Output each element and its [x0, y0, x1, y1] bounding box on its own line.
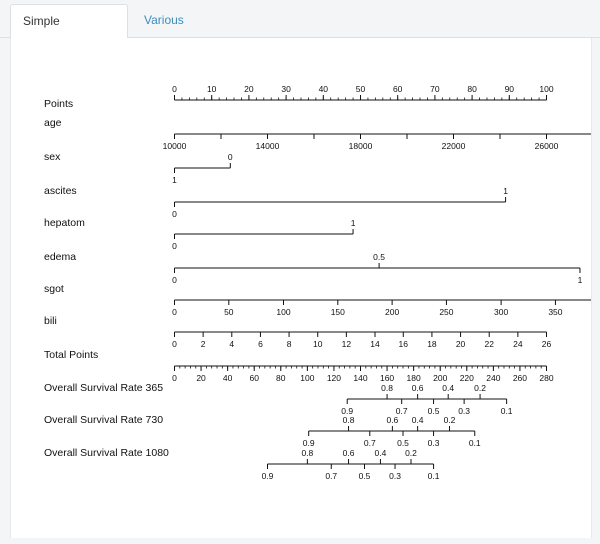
tick-label: 22000: [441, 141, 466, 151]
tick-label: 0.1: [427, 471, 440, 481]
row-label: hepatom: [44, 217, 85, 229]
tick-label: 350: [548, 307, 563, 317]
tick-label: 50: [355, 84, 366, 94]
tick-label: 0.2: [443, 415, 456, 425]
nomogram-row-9: [44, 382, 513, 416]
tick-label: 0: [172, 275, 177, 285]
row-label: age: [44, 117, 62, 129]
tick-label: 180: [406, 373, 421, 383]
tick-label: 200: [385, 307, 400, 317]
tick-label: 220: [459, 373, 474, 383]
tick-label: 40: [222, 373, 233, 383]
row-label: ascites: [44, 185, 77, 197]
tick-label: 0.7: [325, 471, 338, 481]
tick-label: 0.2: [474, 383, 486, 393]
tick-label: 100: [276, 307, 291, 317]
tick-label: 0.8: [381, 383, 393, 393]
row-label: Points: [44, 98, 74, 110]
tick-label: 160: [379, 373, 395, 383]
tick-label: 14000: [255, 141, 280, 151]
tick-label: 1: [577, 275, 583, 285]
nomogram-row-3: [44, 185, 508, 219]
tick-label: 0.3: [427, 438, 440, 448]
tick-label: 24: [513, 339, 523, 349]
nomogram-row-6: [44, 283, 591, 317]
tab-various-nomogram[interactable]: Various: [144, 13, 184, 27]
tick-label: 2: [200, 339, 206, 349]
tick-label: 8: [286, 339, 292, 349]
tick-label: 0.5: [397, 438, 409, 448]
tick-label: 100: [539, 84, 554, 94]
tick-label: 240: [486, 373, 501, 383]
tick-label: 0.9: [341, 406, 354, 416]
tick-label: 0.7: [363, 438, 376, 448]
row-label: Overall Survival Rate 1080: [44, 447, 169, 459]
tick-label: 0.9: [302, 438, 315, 448]
nomogram-row-11: [44, 447, 440, 481]
tab-bar: [0, 0, 600, 38]
row-label: bili: [44, 315, 57, 327]
tick-label: 70: [430, 84, 440, 94]
tick-label: 0: [172, 241, 177, 251]
tick-label: 0: [172, 307, 177, 317]
row-label: Total Points: [44, 349, 99, 361]
tick-label: 4: [229, 339, 235, 349]
tick-label: 0.1: [500, 406, 513, 416]
tick-label: 1: [172, 175, 177, 185]
tick-label: 12: [341, 339, 352, 349]
tick-label: 0: [172, 373, 177, 383]
nomogram-row-5: [44, 251, 583, 285]
tick-label: 20: [455, 339, 466, 349]
tick-label: 14: [370, 339, 380, 349]
tick-label: 26: [541, 339, 552, 349]
tick-label: 0.5: [358, 471, 371, 481]
tick-label: 10: [312, 339, 323, 349]
tab-simple-nomogram[interactable]: Simple: [10, 4, 128, 39]
tick-label: 20: [196, 373, 206, 383]
tick-label: 0.5: [427, 406, 440, 416]
nomogram-chart: [11, 38, 591, 538]
tick-label: 0.5: [373, 252, 386, 262]
tick-label: 16: [398, 339, 409, 349]
tick-label: 300: [494, 307, 509, 317]
tick-label: 0.6: [411, 383, 424, 393]
tick-label: 80: [276, 373, 286, 383]
tick-label: 22: [484, 339, 494, 349]
tick-label: 26000: [534, 141, 559, 151]
tick-label: 0: [172, 209, 177, 219]
tick-label: 120: [326, 373, 342, 383]
tick-label: 280: [539, 373, 554, 383]
tick-label: 0.9: [261, 471, 274, 481]
tick-label: 80: [467, 84, 477, 94]
row-label: edema: [44, 251, 77, 263]
tick-label: 100: [300, 373, 315, 383]
nomogram-row-2: [44, 151, 233, 185]
tick-label: 40: [318, 84, 329, 94]
nomogram-panel: [10, 38, 592, 538]
tick-label: 1: [350, 218, 356, 228]
tick-label: 50: [224, 307, 234, 317]
nomogram-row-0: [44, 84, 554, 110]
tick-label: 0.4: [411, 415, 424, 425]
tick-label: 30: [281, 84, 291, 94]
nomogram-row-7: [44, 315, 551, 349]
tick-label: 0.1: [468, 438, 481, 448]
nomogram-row-8: [44, 349, 554, 383]
tick-label: 6: [258, 339, 263, 349]
tick-label: 150: [330, 307, 345, 317]
tick-label: 0: [227, 152, 233, 162]
tick-label: 0.4: [374, 448, 387, 458]
tick-label: 60: [249, 373, 259, 383]
tick-label: 140: [353, 373, 368, 383]
tick-label: 1: [503, 186, 508, 196]
tick-label: 0: [172, 84, 177, 94]
nomogram-row-10: [44, 414, 481, 448]
tick-label: 260: [512, 373, 528, 383]
tick-label: 0.3: [389, 471, 401, 481]
nomogram-row-1: [44, 117, 591, 151]
tick-label: 0: [172, 339, 177, 349]
nomogram-row-4: [44, 217, 356, 251]
tick-label: 200: [433, 373, 448, 383]
tick-label: 0.6: [342, 448, 355, 458]
tick-label: 0.8: [301, 448, 314, 458]
tick-label: 10000: [162, 141, 187, 151]
tick-label: 20: [244, 84, 254, 94]
tick-label: 60: [392, 84, 403, 94]
tick-label: 18000: [348, 141, 373, 151]
tick-label: 0.8: [342, 415, 355, 425]
row-label: Overall Survival Rate 730: [44, 414, 164, 426]
tick-label: 0.2: [405, 448, 417, 458]
tick-label: 0.3: [458, 406, 471, 416]
tick-label: 0.7: [395, 406, 408, 416]
row-label: sgot: [44, 283, 64, 295]
tick-label: 250: [439, 307, 454, 317]
tick-label: 10: [206, 84, 217, 94]
tick-label: 0.6: [386, 415, 399, 425]
row-label: sex: [44, 151, 61, 163]
tick-label: 18: [427, 339, 437, 349]
row-label: Overall Survival Rate 365: [44, 382, 164, 394]
tick-label: 0.4: [442, 383, 455, 393]
tick-label: 90: [504, 84, 515, 94]
